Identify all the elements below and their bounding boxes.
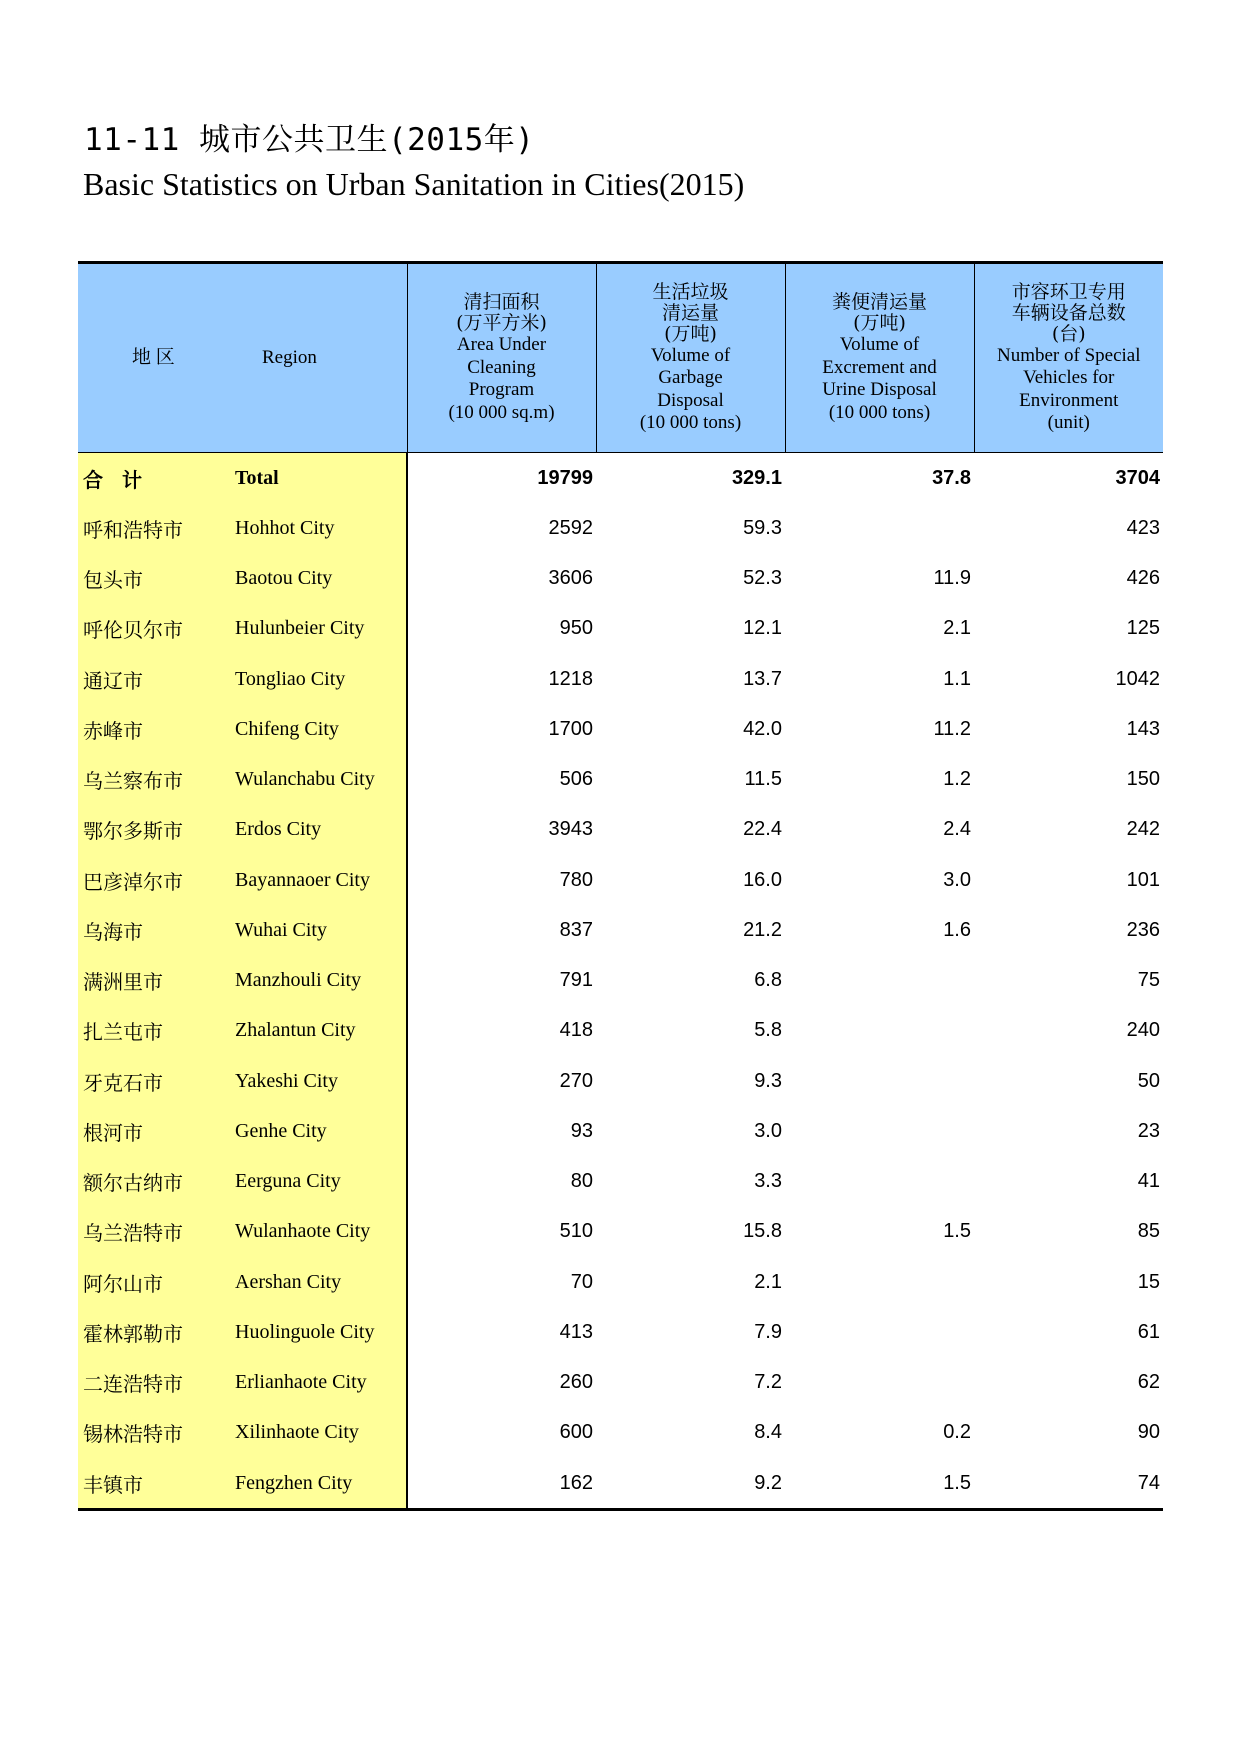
area-cell: 791 [559, 969, 593, 992]
excrement-cell [785, 1106, 974, 1156]
header-line-en: (10 000 sq.m) [448, 401, 555, 423]
header-line-cn: 生活垃圾 [652, 280, 729, 303]
region-name-en: Wuhai City [227, 905, 407, 955]
area-cell: 260 [559, 1371, 593, 1394]
table-row [78, 503, 1163, 553]
region-name-cn: 鄂尔多斯市 [78, 805, 227, 855]
excrement-cell: 11.2 [933, 717, 971, 740]
area-cell: 418 [559, 1019, 593, 1042]
garbage-cell: 5.8 [754, 1019, 782, 1042]
excrement-cell [785, 1358, 974, 1408]
header-line-cn: 车辆设备总数 [1011, 301, 1126, 324]
garbage-cell: 59.3 [743, 516, 782, 539]
page-title-chinese: 11-11 城市公共卫生(2015年) [84, 122, 535, 158]
header-line-en: (10 000 tons) [828, 401, 931, 423]
excrement-cell: 3.0 [943, 868, 971, 891]
table-row [78, 1207, 1163, 1257]
region-name-cn: 霍林郭勒市 [78, 1307, 227, 1357]
vehicles-cell: 90 [1137, 1421, 1160, 1444]
excrement-cell: 1.5 [785, 1458, 974, 1510]
header-line-cn: 清扫面积 [463, 291, 540, 313]
region-name-cn: 锡林浩特市 [78, 1408, 227, 1458]
header-line-en: Urine Disposal [822, 379, 937, 400]
region-name-cn: 二连浩特市 [78, 1358, 227, 1408]
garbage-cell: 7.9 [754, 1320, 782, 1343]
area-cell: 1218 [548, 667, 593, 690]
vehicles-cell: 125 [1126, 617, 1160, 640]
region-name-en: Erlianhaote City [227, 1358, 407, 1408]
header-line-cn: (万平方米) [456, 312, 547, 334]
vehicles-cell: 62 [1137, 1371, 1160, 1394]
region-header-en: Region [227, 263, 407, 453]
header-line-cn: 市容环卫专用 [1011, 280, 1126, 303]
region-name-cn: 呼伦贝尔市 [78, 604, 227, 654]
excrement-cell: 1.1 [943, 667, 971, 690]
vehicles-cell: 41 [1137, 1170, 1160, 1193]
table-row [78, 1106, 1163, 1156]
garbage-cell: 12.1 [743, 617, 782, 640]
excrement-cell: 1.2 [943, 768, 971, 791]
region-name-en: Wulanhaote City [227, 1207, 407, 1257]
table-row [78, 654, 1163, 704]
area-cell: 3943 [548, 818, 593, 841]
header-line-cn: (台) [1051, 322, 1086, 345]
region-header-cn: 地 区 [78, 263, 227, 453]
excrement-cell [785, 1006, 974, 1056]
region-name-en: Zhalantun City [227, 1006, 407, 1056]
area-cell: 950 [559, 617, 593, 640]
excrement-cell: 0.2 [943, 1421, 971, 1444]
area-cell: 70 [570, 1270, 593, 1293]
table-row [78, 1458, 1163, 1510]
vehicles-cell: 74 [974, 1458, 1163, 1510]
region-name-cn: 呼和浩特市 [78, 503, 227, 553]
region-name-en: Fengzhen City [227, 1458, 407, 1510]
total-row [78, 453, 1163, 504]
excrement-header [785, 263, 974, 453]
table-body [78, 453, 1163, 1510]
vehicles-cell: 426 [1126, 567, 1160, 590]
region-name-en: Yakeshi City [227, 1056, 407, 1106]
region-name-cn: 通辽市 [78, 654, 227, 704]
area-cell: 1700 [548, 717, 593, 740]
table-row [78, 554, 1163, 604]
vehicles-cell: 15 [1137, 1270, 1160, 1293]
table-row [78, 956, 1163, 1006]
region-name-cn: 合 计 [78, 453, 227, 504]
area-cell: 413 [559, 1320, 593, 1343]
table-row [78, 1056, 1163, 1106]
excrement-cell [785, 1157, 974, 1207]
region-name-cn: 赤峰市 [78, 704, 227, 754]
region-name-cn: 包头市 [78, 554, 227, 604]
garbage-cell: 329.1 [731, 466, 782, 489]
region-name-en: Hulunbeier City [227, 604, 407, 654]
garbage-cell: 3.3 [754, 1170, 782, 1193]
garbage-cell: 11.5 [744, 768, 782, 791]
garbage-cell: 6.8 [754, 969, 782, 992]
table-row [78, 1307, 1163, 1357]
region-name-cn: 巴彦淖尔市 [78, 855, 227, 905]
table-row [78, 704, 1163, 754]
area-cell: 780 [559, 868, 593, 891]
excrement-cell [785, 1056, 974, 1106]
header-line-en: Area Under [456, 334, 547, 355]
header-line-en: (unit) [1047, 412, 1090, 433]
excrement-cell: 37.8 [932, 466, 971, 489]
area-cell: 510 [559, 1220, 593, 1243]
vehicles-header [974, 263, 1163, 453]
header-line-cn: 清运量 [661, 301, 719, 324]
table-header-row [78, 263, 1163, 453]
region-name-en: Manzhouli City [227, 956, 407, 1006]
page-title-english: Basic Statistics on Urban Sanitation in Cities(2015) [83, 166, 745, 202]
garbage-header [596, 263, 785, 453]
header-line-en: Vehicles for [1023, 367, 1115, 388]
area-header [407, 263, 596, 453]
area-cell: 270 [559, 1069, 593, 1092]
vehicles-cell: 240 [1126, 1019, 1160, 1042]
garbage-cell: 9.3 [754, 1069, 782, 1092]
region-name-cn: 丰镇市 [78, 1458, 227, 1510]
vehicles-cell: 61 [1137, 1320, 1160, 1343]
garbage-cell: 13.7 [743, 667, 782, 690]
excrement-cell: 1.5 [943, 1220, 971, 1243]
garbage-cell: 21.2 [743, 918, 782, 941]
area-cell: 162 [407, 1458, 596, 1510]
region-name-en: Chifeng City [227, 704, 407, 754]
area-cell: 93 [570, 1119, 593, 1142]
region-name-en: Xilinhaote City [227, 1408, 407, 1458]
table-row [78, 905, 1163, 955]
header-line-en: Excrement and [822, 356, 937, 378]
region-name-en: Aershan City [227, 1257, 407, 1307]
garbage-cell: 15.8 [743, 1220, 782, 1243]
table-row [78, 1006, 1163, 1056]
table-row [78, 1257, 1163, 1307]
vehicles-cell: 236 [1126, 918, 1160, 941]
garbage-cell: 9.2 [596, 1458, 785, 1510]
region-name-cn: 乌海市 [78, 905, 227, 955]
excrement-cell: 2.1 [943, 617, 971, 640]
header-line-en: Disposal [657, 389, 724, 411]
vehicles-cell: 23 [1137, 1119, 1160, 1142]
region-name-cn: 额尔古纳市 [78, 1157, 227, 1207]
vehicles-cell: 143 [1126, 717, 1160, 740]
table-row [78, 805, 1163, 855]
area-cell: 3606 [548, 567, 593, 590]
table-row [78, 855, 1163, 905]
region-name-en: Wulanchabu City [227, 755, 407, 805]
table-row [78, 1408, 1163, 1458]
header-line-en: Program [468, 379, 535, 400]
region-name-cn: 满洲里市 [78, 956, 227, 1006]
area-cell: 506 [559, 768, 593, 791]
region-name-en: Total [227, 453, 407, 504]
garbage-cell: 22.4 [743, 818, 782, 841]
table-row [78, 755, 1163, 805]
table-row [78, 604, 1163, 654]
vehicles-cell: 3704 [1115, 466, 1160, 489]
table-row [78, 1358, 1163, 1408]
garbage-cell: 2.1 [754, 1270, 782, 1293]
vehicles-cell: 423 [1126, 516, 1160, 539]
garbage-cell: 42.0 [743, 717, 782, 740]
header-line-en: Environment [1019, 389, 1119, 411]
garbage-cell: 52.3 [743, 567, 782, 590]
region-name-cn: 牙克石市 [78, 1056, 227, 1106]
excrement-cell [785, 503, 974, 553]
area-cell: 2592 [548, 516, 593, 539]
region-name-en: Erdos City [227, 805, 407, 855]
excrement-cell [785, 956, 974, 1006]
region-name-cn: 乌兰察布市 [78, 755, 227, 805]
region-name-en: Bayannaoer City [227, 855, 407, 905]
header-line-en: Volume of [650, 344, 731, 366]
vehicles-cell: 1042 [1115, 667, 1160, 690]
region-name-en: Eerguna City [227, 1157, 407, 1207]
header-line-en: Cleaning [467, 356, 536, 378]
region-name-en: Huolinguole City [227, 1307, 407, 1357]
area-cell: 80 [570, 1170, 593, 1193]
vehicles-cell: 75 [1137, 969, 1160, 992]
area-cell: 837 [559, 918, 593, 941]
garbage-cell: 16.0 [743, 868, 782, 891]
vehicles-cell: 150 [1126, 768, 1160, 791]
header-line-cn: (万吨) [853, 312, 906, 334]
garbage-cell: 7.2 [754, 1371, 782, 1394]
region-name-en: Hohhot City [227, 503, 407, 553]
area-cell: 600 [559, 1421, 593, 1444]
vehicles-cell: 242 [1126, 818, 1160, 841]
vehicles-cell: 101 [1126, 868, 1160, 891]
header-line-en: Volume of [839, 334, 920, 355]
header-line-cn: 粪便清运量 [831, 291, 927, 313]
vehicles-cell: 50 [1137, 1069, 1160, 1092]
table-row [78, 1157, 1163, 1207]
region-name-en: Tongliao City [227, 654, 407, 704]
region-name-cn: 扎兰屯市 [78, 1006, 227, 1056]
excrement-cell: 1.6 [943, 918, 971, 941]
region-name-cn: 乌兰浩特市 [78, 1207, 227, 1257]
header-line-cn: (万吨) [664, 322, 717, 345]
region-name-en: Genhe City [227, 1106, 407, 1156]
header-line-en: Garbage [658, 367, 723, 388]
area-cell: 19799 [537, 466, 593, 489]
vehicles-cell: 85 [1137, 1220, 1160, 1243]
region-name-cn: 根河市 [78, 1106, 227, 1156]
header-line-en: Number of Special [996, 344, 1141, 366]
region-name-cn: 阿尔山市 [78, 1257, 227, 1307]
excrement-cell [785, 1307, 974, 1357]
region-name-en: Baotou City [227, 554, 407, 604]
garbage-cell: 3.0 [754, 1119, 782, 1142]
header-line-en: (10 000 tons) [639, 412, 742, 433]
garbage-cell: 8.4 [754, 1421, 782, 1444]
excrement-cell [785, 1257, 974, 1307]
excrement-cell: 11.9 [933, 567, 971, 590]
excrement-cell: 2.4 [943, 818, 971, 841]
sanitation-table [78, 261, 1163, 1511]
